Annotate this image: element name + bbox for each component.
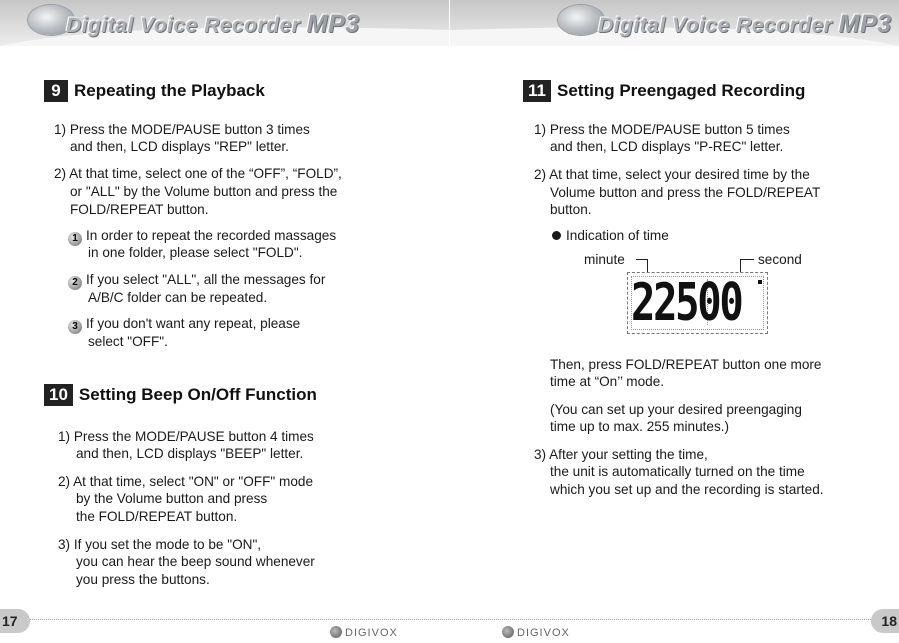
section-number: 10 <box>44 384 73 406</box>
step-line: 2) At that time, select one of the “OFF”, “FOLD”, <box>54 166 342 181</box>
section-title: Repeating the Playback <box>74 81 265 100</box>
step-line: and then, LCD displays "P-REC" letter. <box>550 139 784 154</box>
section-number: 9 <box>44 80 68 102</box>
banner-title: Digital Voice Recorder MP3 <box>66 10 360 38</box>
brand-icon <box>330 626 342 638</box>
minute-label: minute <box>584 252 625 267</box>
footer-divider <box>450 619 871 620</box>
note-line: A/B/C folder can be repeated. <box>88 290 268 305</box>
footer-divider <box>28 619 449 620</box>
step-line: 3) After your setting the time, <box>534 447 708 462</box>
number-3-icon: 3 <box>68 320 82 334</box>
lcd-display <box>627 272 768 334</box>
section-9-header <box>44 80 265 102</box>
step-line: FOLD/REPEAT button. <box>70 202 209 217</box>
body-line: the unit is automatically turned on the time <box>550 464 805 479</box>
page-number: 17 <box>0 609 30 633</box>
step-line: and then, LCD displays "BEEP" letter. <box>76 446 304 461</box>
step-line: you can hear the beep sound whenever <box>76 554 315 569</box>
step-line: 2) At that time, select your desired time by the <box>534 167 810 182</box>
note-line: select "OFF". <box>88 334 168 349</box>
step-line: button. <box>550 202 592 217</box>
note-line: in one folder, please select "FOLD". <box>88 245 303 260</box>
step-line: 1) Press the MODE/PAUSE button 5 times <box>534 122 790 137</box>
second-leader <box>740 259 741 273</box>
step-line: and then, LCD displays "REP" letter. <box>70 139 289 154</box>
lcd-indicator-icon <box>758 280 762 284</box>
minute-leader <box>636 259 647 260</box>
section-title: Setting Preengaged Recording <box>556 81 806 100</box>
minute-leader <box>647 259 648 273</box>
banner-title: Digital Voice Recorder MP3 <box>598 10 892 38</box>
body-line: (You can set up your desired preengaging <box>550 402 802 417</box>
step-line: you press the buttons. <box>76 572 210 587</box>
note-line: 1 In order to repeat the recorded massages <box>68 227 336 246</box>
brand-icon <box>502 626 514 638</box>
note-line: 3 If you don't want any repeat, please <box>68 315 300 334</box>
header-banner <box>450 0 899 46</box>
step-line: 3) If you set the mode to be "ON", <box>58 537 262 552</box>
step-line: Volume button and press the FOLD/REPEAT <box>550 185 821 200</box>
section-title: Setting Beep On/Off Function <box>78 385 317 404</box>
step-line: the FOLD/REPEAT button. <box>76 509 238 524</box>
bullet-icon <box>552 231 561 240</box>
left-page <box>0 0 449 643</box>
lcd-digits: 22500 <box>631 273 742 333</box>
second-leader <box>740 259 754 260</box>
indication-label: Indication of time <box>552 227 669 244</box>
step-line: by the Volume button and press <box>76 491 268 506</box>
note-line: 2 If you select "ALL", all the messages for <box>68 271 325 290</box>
section-number: 11 <box>523 80 551 102</box>
step-line: 1) Press the MODE/PAUSE button 3 times <box>54 122 310 137</box>
body-line: which you set up and the recording is started. <box>550 482 824 497</box>
number-2-icon: 2 <box>68 276 82 290</box>
body-line: time up to max. 255 minutes.) <box>550 419 730 434</box>
number-1-icon: 1 <box>68 232 82 246</box>
right-page <box>450 0 899 643</box>
step-line: 2) At that time, select "ON" or "OFF" mode <box>58 474 314 489</box>
step-line: or "ALL" by the Volume button and press the <box>70 184 338 199</box>
body-line: Then, press FOLD/REPEAT button one more <box>550 357 822 372</box>
page-number: 18 <box>871 609 899 633</box>
header-banner <box>0 0 449 46</box>
brand-logo: DIGIVOX <box>330 626 398 639</box>
step-line: 1) Press the MODE/PAUSE button 4 times <box>58 429 314 444</box>
second-label: second <box>758 252 802 267</box>
section-10-header <box>44 384 317 406</box>
section-11-header <box>523 80 805 102</box>
body-line: time at “On’’ mode. <box>550 374 665 389</box>
brand-logo: DIGIVOX <box>502 626 570 639</box>
